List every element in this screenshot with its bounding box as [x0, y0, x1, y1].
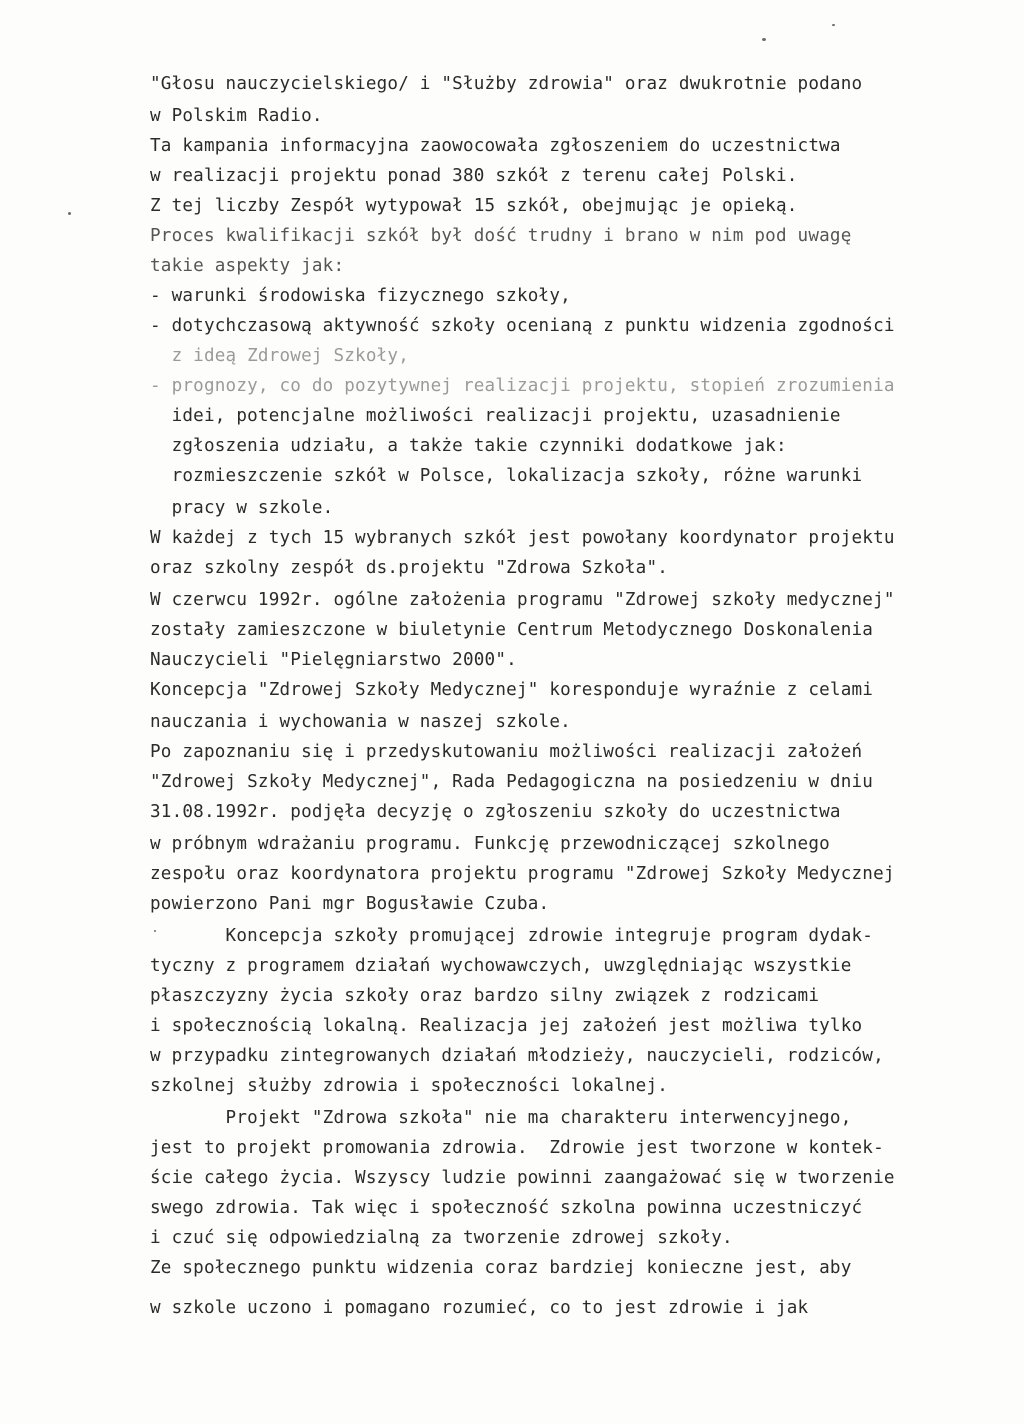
text-line: "Głosu nauczycielskiego/ i "Służby zdrowia" oraz dwukrotnie podano [150, 74, 863, 94]
text-line: płaszczyzny życia szkoły oraz bardzo silny związek z rodzicami [150, 986, 820, 1006]
text-line: zostały zamieszczone w biuletynie Centrum Metodycznego Doskonalenia [150, 620, 874, 640]
text-line: jest to projekt promowania zdrowia. Zdrowie jest tworzone w kontek- [150, 1138, 884, 1158]
text-line: oraz szkolny zespół ds.projektu "Zdrowa Szkoła". [150, 558, 669, 578]
text-line: Koncepcja "Zdrowej Szkoły Medycznej" koresponduje wyraźnie z celami [150, 680, 874, 700]
text-line: "Zdrowej Szkoły Medycznej", Rada Pedagogiczna na posiedzeniu w dniu [150, 772, 874, 792]
text-line: Nauczycieli "Pielęgniarstwo 2000". [150, 650, 517, 670]
text-line: ście całego życia. Wszyscy ludzie powinni zaangażować się w tworzenie [150, 1168, 895, 1188]
list-item-continuation: pracy w szkole. [150, 498, 334, 518]
list-item-continuation: idei, potencjalne możliwości realizacji projektu, uzasadnienie [150, 406, 841, 426]
list-item-continuation: rozmieszczenie szkół w Polsce, lokalizacja szkoły, różne warunki [150, 466, 863, 486]
list-item: - dotychczasową aktywność szkoły ocenianą z punktu widzenia zgodności [150, 316, 895, 336]
list-item: - prognozy, co do pozytywnej realizacji projektu, stopień zrozumienia [150, 376, 895, 396]
text-line: W czerwcu 1992r. ogólne założenia programu "Zdrowej szkoły medycznej" [150, 590, 895, 610]
text-line: Z tej liczby Zespół wytypował 15 szkół, obejmując je opieką. [150, 196, 798, 216]
list-item: - warunki środowiska fizycznego szkoły, [150, 286, 571, 306]
text-line: Ze społecznego punktu widzenia coraz bardziej konieczne jest, aby [150, 1258, 852, 1278]
text-line: w próbnym wdrażaniu programu. Funkcję przewodniczącej szkolnego [150, 834, 830, 854]
list-item-continuation: zgłoszenia udziału, a także takie czynniki dodatkowe jak: [150, 436, 787, 456]
text-line: Po zapoznaniu się i przedyskutowaniu możliwości realizacji założeń [150, 742, 863, 762]
text-line: Proces kwalifikacji szkół był dość trudny i brano w nim pod uwagę [150, 226, 852, 246]
text-line: w szkole uczono i pomagano rozumieć, co to jest zdrowie i jak [150, 1298, 809, 1318]
text-line: szkolnej służby zdrowia i społeczności lokalnej. [150, 1076, 669, 1096]
text-line: Koncepcja szkoły promującej zdrowie integruje program dydak- [150, 926, 874, 946]
text-line: w Polskim Radio. [150, 106, 323, 126]
text-line: powierzono Pani mgr Bogusławie Czuba. [150, 894, 550, 914]
speck-mark [762, 38, 766, 41]
text-line: swego zdrowia. Tak więc i społeczność szkolna powinna uczestniczyć [150, 1198, 863, 1218]
text-line: tyczny z programem działań wychowawczych, uwzględniając wszystkie [150, 956, 852, 976]
text-line: w przypadku zintegrowanych działań młodzieży, nauczycieli, rodziców, [150, 1046, 884, 1066]
text-line: i czuć się odpowiedzialną za tworzenie zdrowej szkoły. [150, 1228, 733, 1248]
text-line: takie aspekty jak: [150, 256, 345, 276]
text-line: Ta kampania informacyjna zaowocowała zgłoszeniem do uczestnictwa [150, 136, 841, 156]
text-line: Projekt "Zdrowa szkoła" nie ma charakteru interwencyjnego, [150, 1108, 852, 1128]
text-line: zespołu oraz koordynatora projektu programu "Zdrowej Szkoły Medycznej [150, 864, 895, 884]
text-line: w realizacji projektu ponad 380 szkół z terenu całej Polski. [150, 166, 798, 186]
list-item-continuation: z ideą Zdrowej Szkoły, [150, 346, 410, 366]
text-line: W każdej z tych 15 wybranych szkół jest powołany koordynator projektu [150, 528, 895, 548]
text-line: i społecznością lokalną. Realizacja jej założeń jest możliwa tylko [150, 1016, 863, 1036]
text-line: 31.08.1992r. podjęła decyzję o zgłoszeniu szkoły do uczestnictwa [150, 802, 841, 822]
speck-mark [68, 212, 71, 215]
speck-mark [832, 24, 835, 26]
text-line: nauczania i wychowania w naszej szkole. [150, 712, 571, 732]
